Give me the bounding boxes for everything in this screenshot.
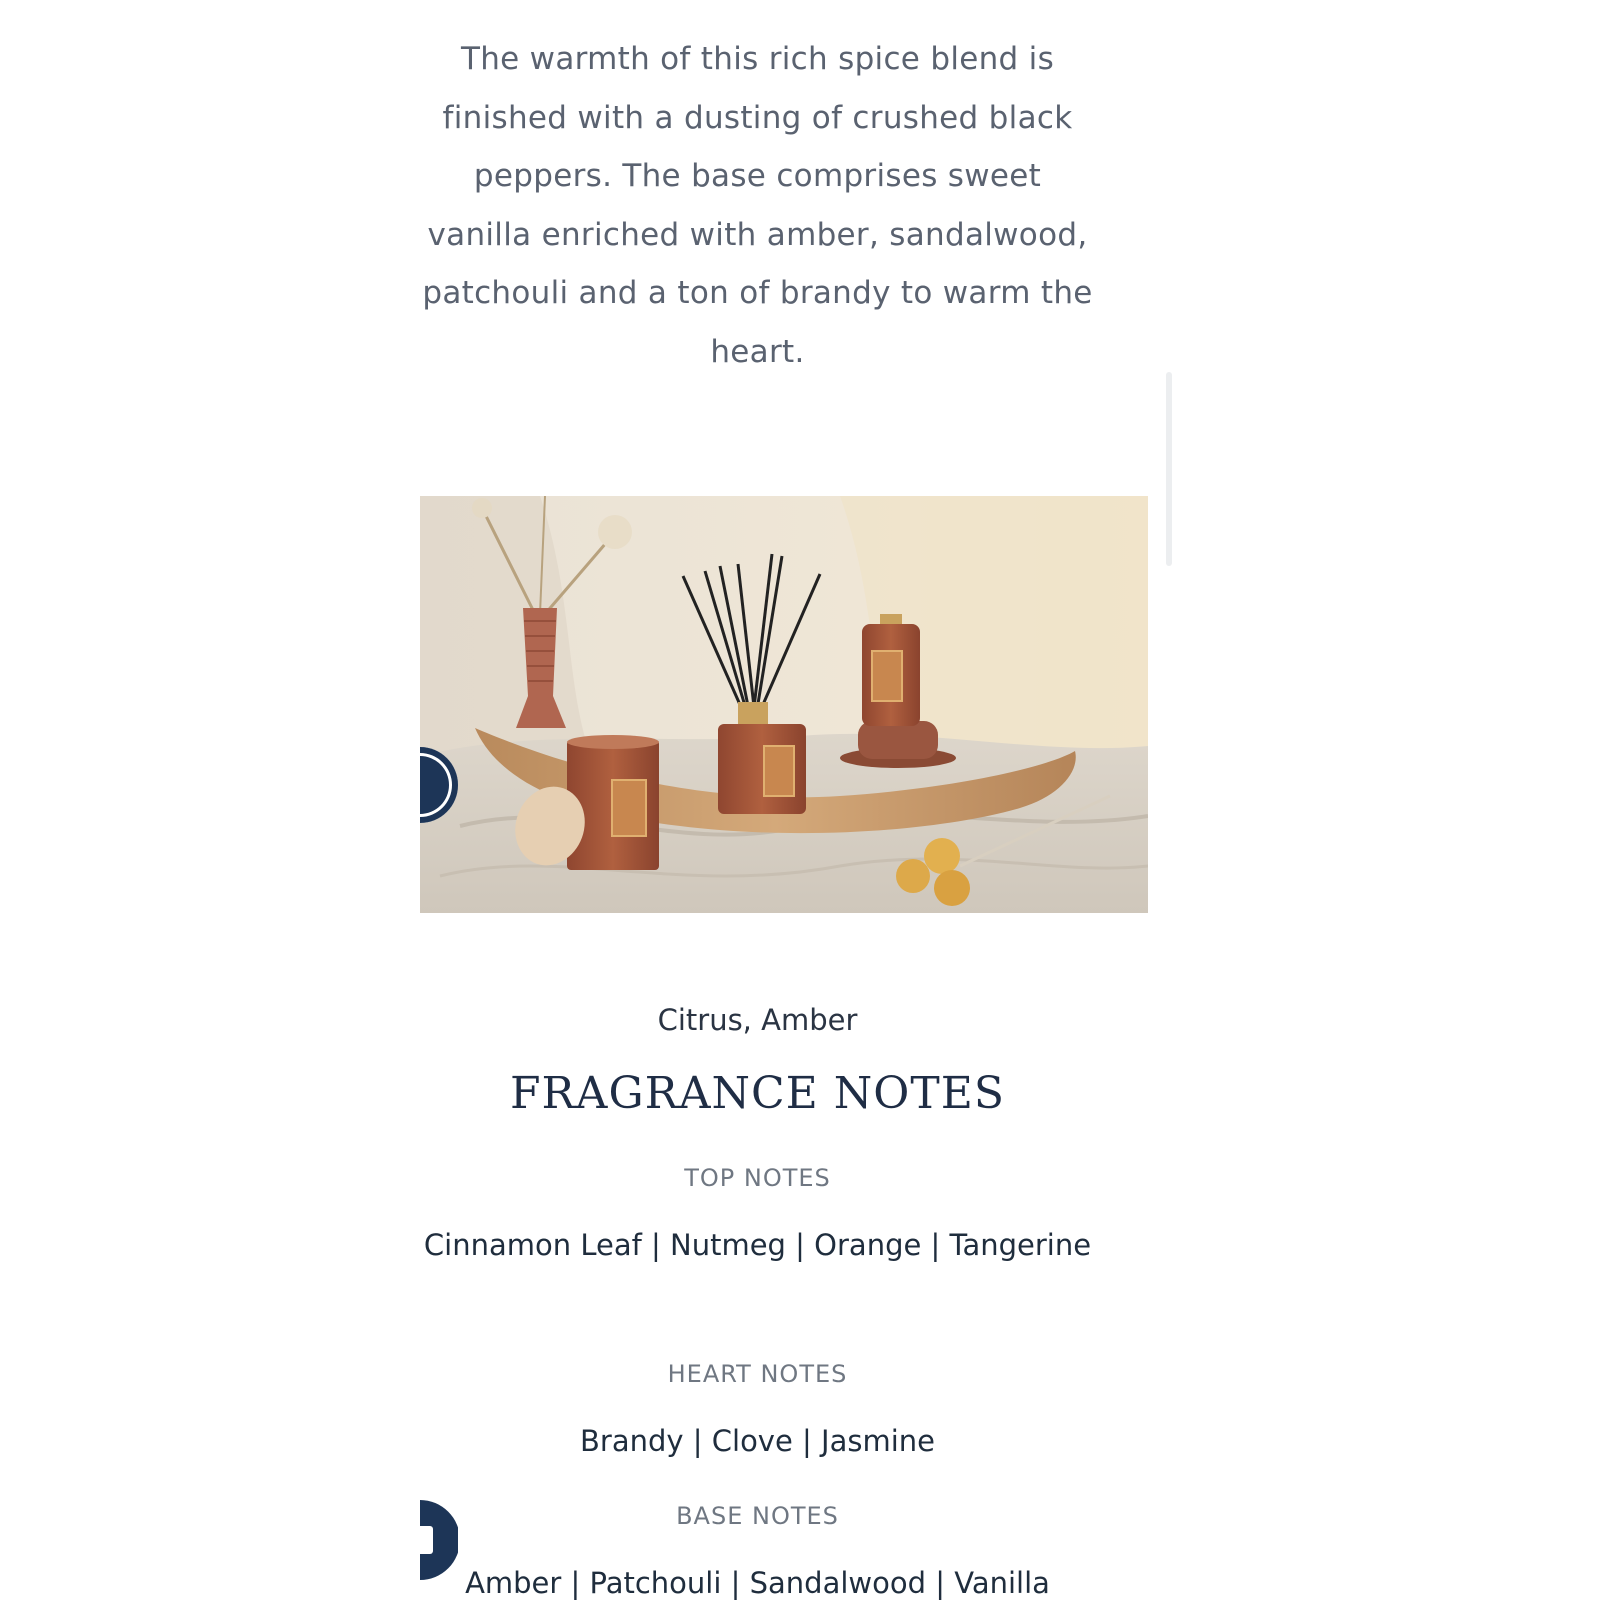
product-description: The warmth of this rich spice blend is finished with a dusting of crushed black peppers. The base comprises sweet vanilla enriched with amber, sandalwood, patchouli and a ton of brandy to warm the heart. [422, 41, 1093, 370]
heart-notes-label: HEART NOTES [667, 1360, 848, 1388]
fragrance-family: Citrus, Amber [657, 1003, 858, 1037]
heart-notes-values: Brandy | Clove | Jasmine [580, 1424, 935, 1458]
product-lifestyle-image [420, 496, 1148, 913]
scrollbar[interactable] [1166, 372, 1172, 566]
chevron-icon [420, 747, 458, 823]
fragrance-notes-title: FRAGRANCE NOTES [510, 1068, 1005, 1119]
chat-icon [420, 1500, 458, 1580]
chat-button[interactable] [420, 1500, 458, 1580]
top-notes-values: Cinnamon Leaf | Nutmeg | Orange | Tangerine [423, 1228, 1092, 1262]
image-nav-button[interactable] [420, 747, 458, 823]
base-notes-label: BASE NOTES [676, 1502, 839, 1530]
base-notes-values: Amber | Patchouli | Sandalwood | Vanilla [465, 1566, 1050, 1600]
top-notes-label: TOP NOTES [684, 1164, 831, 1192]
